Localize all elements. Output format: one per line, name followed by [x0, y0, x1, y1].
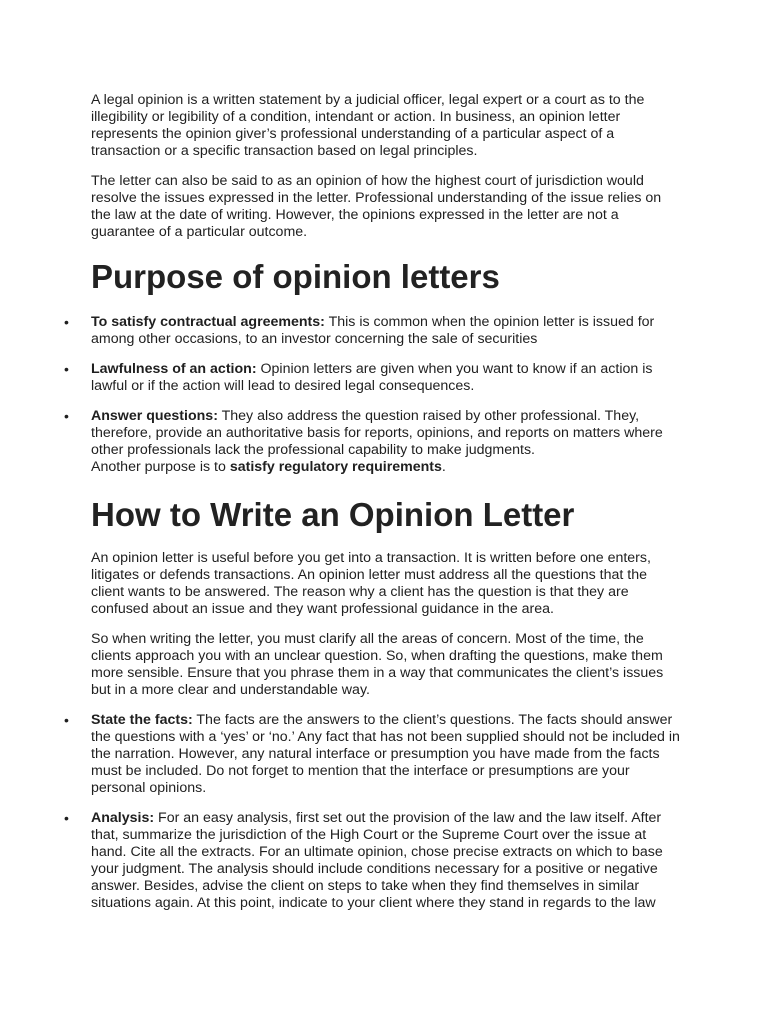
- howto-list: [64, 712, 681, 912]
- list-item: [64, 408, 681, 476]
- list-item-text: Opinion letters are given when you want to know if an action is lawful or if the action will lead to desired legal consequences.: [91, 361, 653, 394]
- list-item-term: State the facts:: [91, 712, 193, 728]
- list-item-term: Analysis:: [91, 810, 155, 826]
- list-item-term: Lawfulness of an action:: [91, 361, 257, 377]
- bullet-marker: •: [64, 314, 69, 330]
- purpose-heading: Purpose of opinion letters: [91, 258, 500, 295]
- list-item-text: This is common when the opinion letter is issued for among other occasions, to an investor concerning the sale of securities: [91, 314, 655, 347]
- intro-paragraph-2: The letter can also be said to as an opinion of how the highest court of jurisdiction would resolve the issues expressed in the letter. Professional understanding of the issue relies on the law at the date of writing. However, the opinions expressed in the letter are not a guarantee of a particular outcome.: [91, 173, 662, 240]
- howto-heading: How to Write an Opinion Letter: [91, 496, 575, 533]
- document-content: [64, 92, 681, 925]
- howto-paragraph-2: So when writing the letter, you must clarify all the areas of concern. Most of the time, the clients approach you with an unclear question. So, when drafting the questions, make them more sensible. Ensure that you phrase them in a way that communicates the client’s issues but in a more clear and understandable way.: [91, 631, 664, 698]
- bullet-marker: •: [64, 361, 69, 377]
- list-item: [64, 361, 681, 395]
- extra-purpose-line: [91, 459, 681, 476]
- list-item: [64, 314, 681, 348]
- list-item-term: To satisfy contractual agreements:: [91, 314, 325, 330]
- bullet-marker: •: [64, 712, 69, 728]
- list-item-term: Answer questions:: [91, 408, 218, 424]
- list-item: [64, 712, 681, 797]
- extra-purpose-suffix: .: [441, 459, 446, 475]
- bullet-marker: •: [64, 810, 69, 826]
- list-item-text: For an easy analysis, first set out the provision of the law and the law itself. After that, summarize the jurisdiction of the High Court or the Supreme Court over the issue at hand. Cite all the extracts. For an ultimate opinion, chose precise extracts on which to base your judgment. The analysis should include conditions necessary for a positive or negative answer. Besides, advise the client on steps to take when they find themselves in similar situations again. At this point, indicate to your client where they stand in regards to the law: [91, 810, 663, 911]
- list-item-text: They also address the question raised by other professional. They, therefore, provide an authoritative basis for reports, opinions, and reports on matters where other professionals lack the professional capability to make judgments.: [91, 408, 663, 458]
- list-item-text: The facts are the answers to the client’s questions. The facts should answer the questions with a ‘yes’ or ‘no.’ Any fact that has not been supplied should not be included in the narration. However, any natural interface or presumption you have made from the facts must be included. Do not forget to mention that the interface or presumptions are your personal opinions.: [91, 712, 680, 796]
- intro-paragraph-1: A legal opinion is a written statement by a judicial officer, legal expert or a court as to the illegibility or legibility of a condition, intendant or action. In business, an opinion letter represents the opinion giver’s professional understanding of a particular aspect of a transaction or a specific transaction based on legal principles.: [91, 92, 645, 159]
- extra-purpose-bold: satisfy regulatory requirements: [229, 459, 442, 475]
- list-item: [64, 810, 681, 912]
- howto-paragraph-1: An opinion letter is useful before you get into a transaction. It is written before one enters, litigates or defends transactions. An opinion letter must address all the questions that the client wants to be answered. The reason why a client has the question is that they are confused about an issue and they want professional guidance in the area.: [91, 550, 651, 617]
- bullet-marker: •: [64, 408, 69, 424]
- extra-purpose-prefix: Another purpose is to: [91, 459, 230, 475]
- purpose-list: [64, 314, 681, 476]
